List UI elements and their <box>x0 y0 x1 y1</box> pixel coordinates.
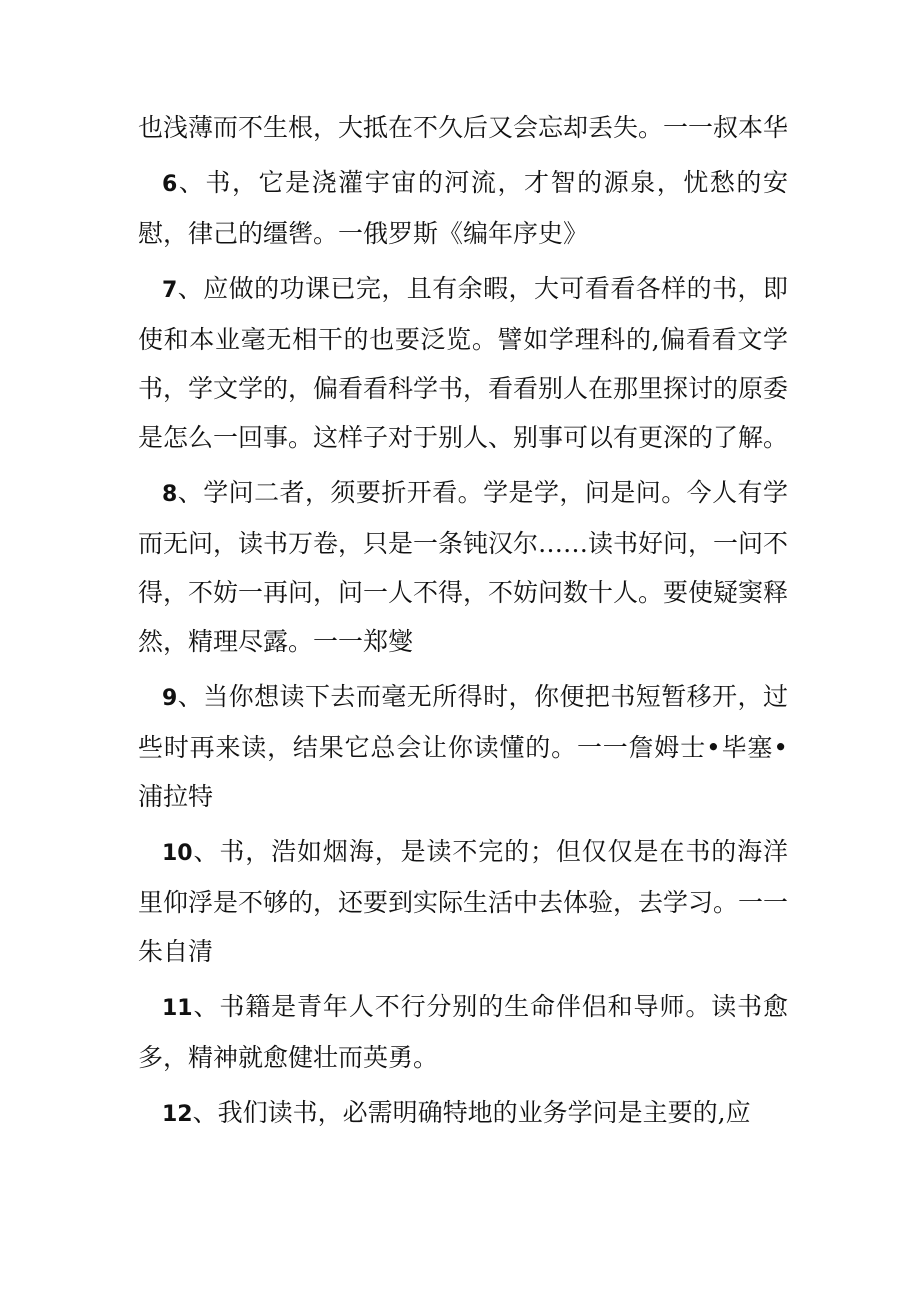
item-number: 12 <box>162 1102 193 1127</box>
quote-item-6 <box>138 158 788 258</box>
item-number: 9 <box>162 686 178 711</box>
paragraph-text: 也浅薄而不生根，大抵在不久后又会忘却丢失。一一叔本华 <box>138 113 789 142</box>
quote-item-12 <box>138 1088 788 1139</box>
item-number: 11 <box>162 996 193 1021</box>
paragraph-text: 、当你想读下去而毫无所得时，你便把书短暂移开，过些时再来读，结果它总会让你读懂的。一一詹姆士•毕塞•浦拉特 <box>138 682 788 811</box>
quote-item-9 <box>138 672 788 821</box>
quote-item-7 <box>138 264 788 462</box>
paragraph-continued <box>138 103 788 152</box>
paragraph-text: 、学问二者，须要折开看。学是学，问是问。今人有学而无问，读书万卷，只是一条钝汉尔……读书好问，一问不得，不妨一再问，问一人不得，不妨问数十人。要使疑窦释然，精理尽露。一一郑燮 <box>138 478 789 656</box>
paragraph-text: 、我们读书，必需明确特地的业务学问是主要的,应 <box>192 1098 751 1127</box>
item-number: 7 <box>162 278 178 303</box>
paragraph-text: 、应做的功课已完，且有余暇，大可看看各样的书，即使和本业毫无相干的也要泛览。譬如学理科的,偏看看文学书，学文学的，偏看看科学书，看看别人在那里探讨的原委是怎么一回事。这样子对于别人、别事可以有更深的了解。 <box>138 274 789 452</box>
paragraph-text: 、书，浩如烟海，是读不完的；但仅仅是在书的海洋里仰浮是不够的，还要到实际生活中去体验，去学习。一一朱自清 <box>138 837 789 966</box>
quote-item-8 <box>138 468 788 666</box>
item-number: 8 <box>162 482 178 507</box>
document-body <box>138 103 788 1145</box>
quote-item-11 <box>138 982 788 1082</box>
quote-item-10 <box>138 827 788 976</box>
item-number: 10 <box>162 841 193 866</box>
paragraph-text: 、书，它是浇灌宇宙的河流，才智的源泉，忧愁的安慰，律己的缰辔。一俄罗斯《编年序史》 <box>138 168 788 248</box>
paragraph-text: 、书籍是青年人不行分别的生命伴侣和导师。读书愈多，精神就愈健壮而英勇。 <box>138 992 788 1072</box>
item-number: 6 <box>162 172 178 197</box>
